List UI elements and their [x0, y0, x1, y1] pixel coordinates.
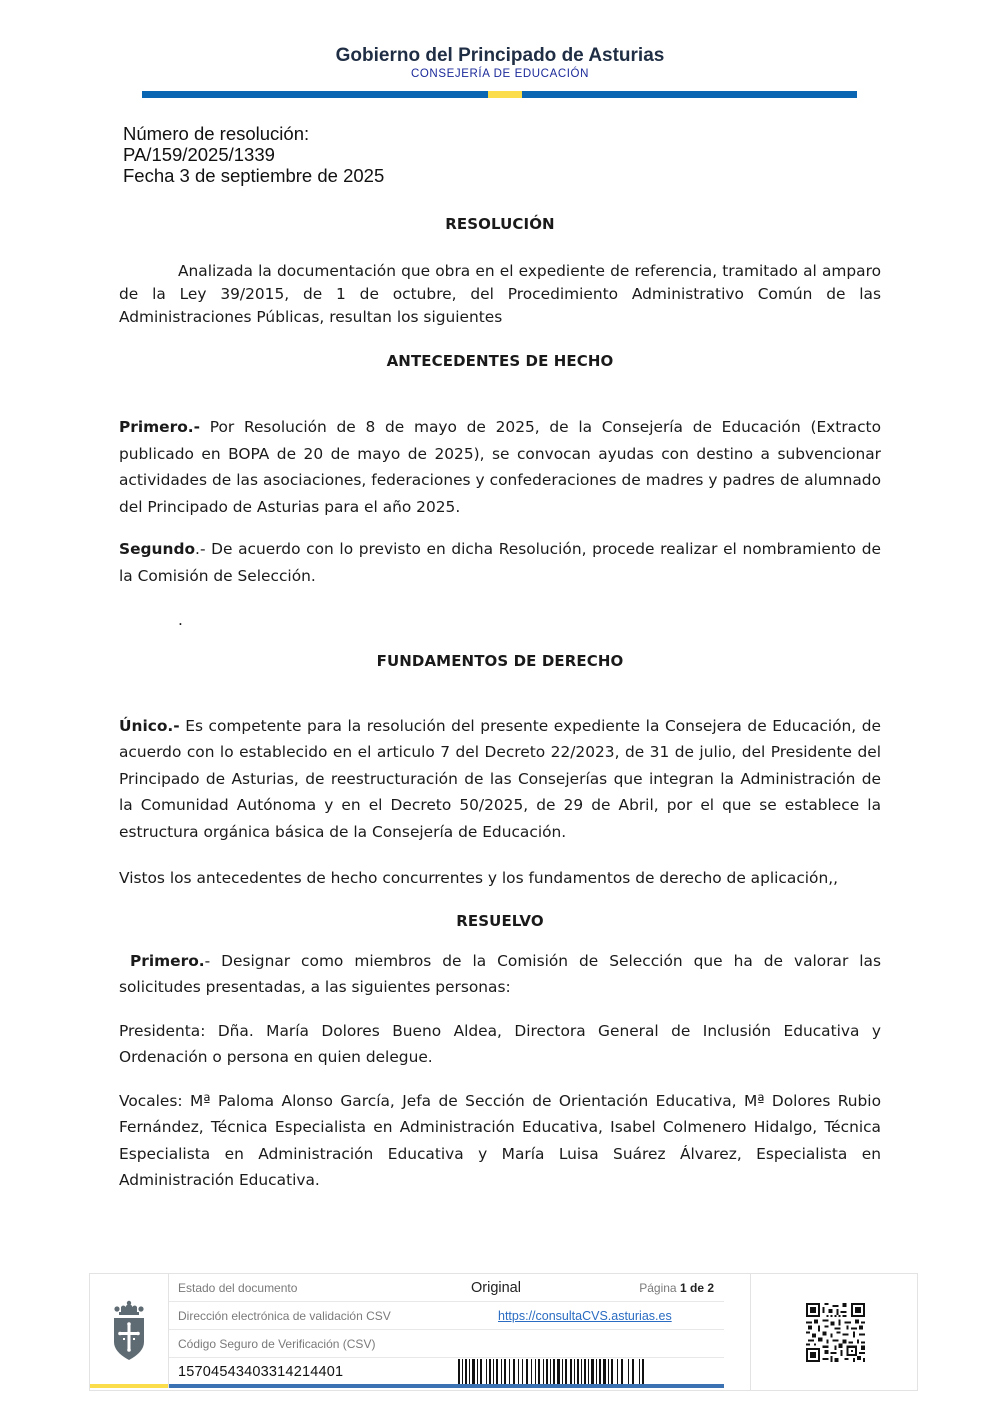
antecedente-segundo [119, 536, 881, 589]
fundamento-unico-text: Es competente para la resolución del presente expediente la Consejera de Educación, de acuerdo con lo establecido en el articulo 7 del Decreto 22/2023, de 31 de julio, del Presidente del Principado de Asturias, de reestructuración de las Consejerías que integran la Administración de la Comunidad Autónoma y en el Decreto 50/2025, de 29 de Abril, por el que se establece la estructura orgánica básica de la Consejería de Educación. [119, 716, 881, 841]
fundamentos-heading: FUNDAMENTOS DE DERECHO [376, 651, 624, 670]
page-indicator [639, 1281, 714, 1295]
csv-code-label: Código Seguro de Verificación (CSV) [178, 1337, 376, 1351]
page-current: 1 [679, 1281, 687, 1295]
document-title: RESOLUCIÓN [445, 215, 555, 233]
fundamento-unico-label: Único.- [119, 716, 180, 735]
asturias-coat-of-arms-icon [112, 1300, 146, 1362]
intro-paragraph: Analizada la documentación que obra en el expediente de referencia, tramitado al amparo de la Ley 39/2015, de 1 de octubre, del Procedimiento Administrativo Común de las Administraciones Públicas, resultan los siguientes [119, 262, 881, 326]
vocales-paragraph: Vocales: Mª Paloma Alonso García, Jefa de Sección de Orientación Educativa, Mª Dolores Rubio Fernández, Técnica Especialista en Administración Educativa, Isabel Colmenero Hidalgo, Técnica Especialista en Administración Educativa y María Luisa Suárez Álvarez, Especialista en Administración Educativa. [119, 1091, 881, 1189]
antecedentes-heading: ANTECEDENTES DE HECHO [386, 352, 614, 370]
stray-dot: . [178, 611, 183, 629]
validation-grid [168, 1274, 724, 1388]
vistos-paragraph: Vistos los antecedentes de hecho concurrentes y los fundamentos de derecho de aplicación,, [119, 869, 839, 887]
antecedente-primero [119, 414, 881, 520]
row-csv-code-label [169, 1330, 724, 1358]
antecedente-primero-text: Por Resolución de 8 de mayo de 2025, de la Consejería de Educación (Extracto publicado en BOPA de 20 de mayo de 2025), se convocan ayudas con destino a subvencionar actividades de las asociaciones, federaciones y confederaciones de madres y padres de alumnado del Principado de Asturias para el año 2025. [119, 418, 881, 516]
row-csv-url [169, 1302, 724, 1330]
row-estado [169, 1274, 724, 1302]
resuelvo-primero-label: Primero. [130, 951, 205, 970]
header-yellow-segment [488, 91, 522, 98]
qr-cell [750, 1274, 919, 1390]
department-subtitle: CONSEJERÍA DE EDUCACIÓN [410, 68, 590, 80]
estado-value: Original [471, 1280, 521, 1296]
estado-label: Estado del documento [178, 1281, 298, 1295]
resolution-date: Fecha 3 de septiembre de 2025 [123, 165, 385, 186]
antecedente-segundo-text: .- De acuerdo con lo previsto en dicha Resolución, procede realizar el nombramiento de la Comisión de Selección. [119, 540, 881, 585]
resolution-number: PA/159/2025/1339 [123, 144, 275, 165]
footer-logo-cell [90, 1274, 168, 1388]
document-header [0, 45, 1000, 81]
header-color-bar [142, 91, 857, 98]
resuelvo-primero [119, 948, 881, 1001]
resolution-number-label: Número de resolución: [123, 123, 310, 144]
document-body [119, 210, 881, 1194]
resolution-info [123, 123, 384, 186]
antecedente-primero-label: Primero.- [119, 418, 201, 436]
page-total: de 2 [689, 1281, 714, 1295]
presidenta-paragraph: Presidenta: Dña. María Dolores Bueno Aldea, Directora General de Inclusión Educativa y Ordenación o persona en quien delegue. [119, 1021, 881, 1066]
resuelvo-primero-text: - Designar como miembros de la Comisión de Selección que ha de valorar las solicitudes presentadas, a las siguientes personas: [119, 951, 881, 996]
csv-url-label: Dirección electrónica de validación CSV [178, 1309, 391, 1323]
antecedente-segundo-label: Segundo [119, 540, 196, 558]
csv-code: 15704543403314214401 [178, 1364, 344, 1380]
csv-validation-link[interactable]: https://consultaCVS.asturias.es [498, 1309, 672, 1323]
validation-footer [89, 1273, 918, 1391]
footer-blue-bar [169, 1384, 724, 1388]
footer-yellow-bar [90, 1384, 168, 1388]
page-prefix: Página [639, 1281, 677, 1295]
government-title: Gobierno del Principado de Asturias [335, 45, 665, 66]
qr-code-icon [806, 1303, 865, 1362]
resuelvo-heading: RESUELVO [456, 911, 544, 930]
barcode-icon [458, 1359, 644, 1385]
fundamento-unico [119, 713, 881, 846]
